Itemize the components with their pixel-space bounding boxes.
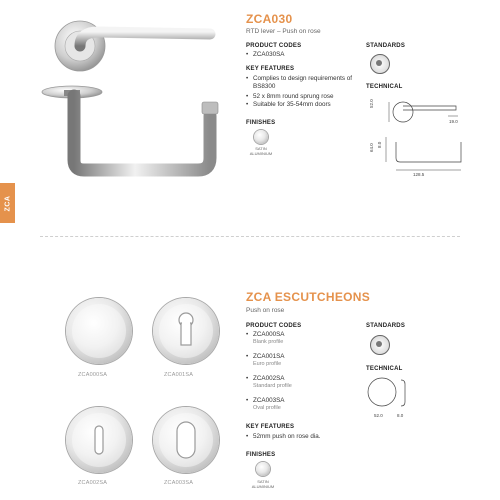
euro-keyhole-icon — [176, 311, 196, 351]
product-code-item: • ZCA003SA — [246, 397, 285, 404]
image-caption: ZCA001SA — [164, 372, 194, 378]
section-tab — [0, 183, 15, 223]
product-code-desc: Blank profile — [253, 339, 284, 345]
product-code-desc: Euro profile — [253, 361, 282, 367]
product-code-item: • ZCA001SA — [246, 353, 285, 360]
product-title: ZCA ESCUTCHEONS — [246, 290, 371, 304]
finish-swatch-satin-aluminium — [256, 462, 270, 476]
product-codes-heading: PRODUCT CODES — [246, 323, 302, 329]
finish-label: SATIN ALUMINIUM — [251, 479, 275, 489]
key-features-heading: KEY FEATURES — [246, 424, 295, 430]
product-code-desc: Oval profile — [253, 405, 281, 411]
feature-item: • Complies to design requirements of BS8300 — [246, 75, 353, 90]
image-caption: ZCA002SA — [78, 480, 108, 486]
dimension-label: 8.0 — [397, 413, 404, 418]
escutcheon-euro-image — [153, 298, 219, 364]
dimension-label: 8.0 — [377, 141, 382, 148]
dimension-label: 19.0 — [449, 119, 458, 124]
product-code-item: • ZCA030SA — [246, 51, 285, 58]
technical-heading: TECHNICAL — [366, 366, 403, 372]
lever-image — [40, 20, 235, 190]
escutcheon-blank-image — [66, 298, 132, 364]
product-code-item: • ZCA002SA — [246, 375, 285, 382]
technical-heading: TECHNICAL — [366, 84, 403, 90]
image-caption: ZCA000SA — [78, 372, 108, 378]
finishes-heading: FINISHES — [246, 120, 276, 126]
standards-heading: STANDARDS — [366, 43, 406, 49]
product-code-desc: Standard profile — [253, 383, 292, 389]
technical-drawing — [366, 374, 426, 414]
standards-mark-icon — [370, 54, 390, 74]
standards-heading: STANDARDS — [366, 323, 406, 329]
dimension-label: 52.0 — [369, 99, 374, 108]
section-divider — [40, 236, 460, 237]
feature-item: • 52 x 8mm round sprung rose — [246, 93, 334, 100]
standards-mark-icon — [370, 335, 390, 355]
feature-item: • 52mm push on rose dia. — [246, 433, 321, 440]
key-features-heading: KEY FEATURES — [246, 66, 295, 72]
product-subtitle: RTD lever – Push on rose — [246, 28, 321, 35]
standard-keyhole-icon — [93, 424, 105, 456]
oval-keyhole-icon — [175, 420, 197, 460]
finish-swatch-satin-aluminium — [254, 130, 268, 144]
escutcheon-standard-image — [66, 407, 132, 473]
product-codes-heading: PRODUCT CODES — [246, 43, 302, 49]
technical-drawing — [366, 92, 466, 180]
product-code-item: • ZCA000SA — [246, 331, 285, 338]
product-subtitle: Push on rose — [246, 307, 285, 314]
feature-item: • Suitable for 35-54mm doors — [246, 101, 331, 108]
dimension-label: 52.0 — [374, 413, 383, 418]
product-title: ZCA030 — [246, 12, 293, 26]
finishes-heading: FINISHES — [246, 452, 276, 458]
image-caption: ZCA003SA — [164, 480, 194, 486]
dimension-label: 64.0 — [369, 143, 374, 152]
finish-label: SATIN ALUMINIUM — [249, 146, 273, 156]
escutcheon-oval-image — [153, 407, 219, 473]
dimension-label: 128.5 — [413, 172, 425, 177]
section-tab-label: ZCA — [4, 195, 12, 211]
